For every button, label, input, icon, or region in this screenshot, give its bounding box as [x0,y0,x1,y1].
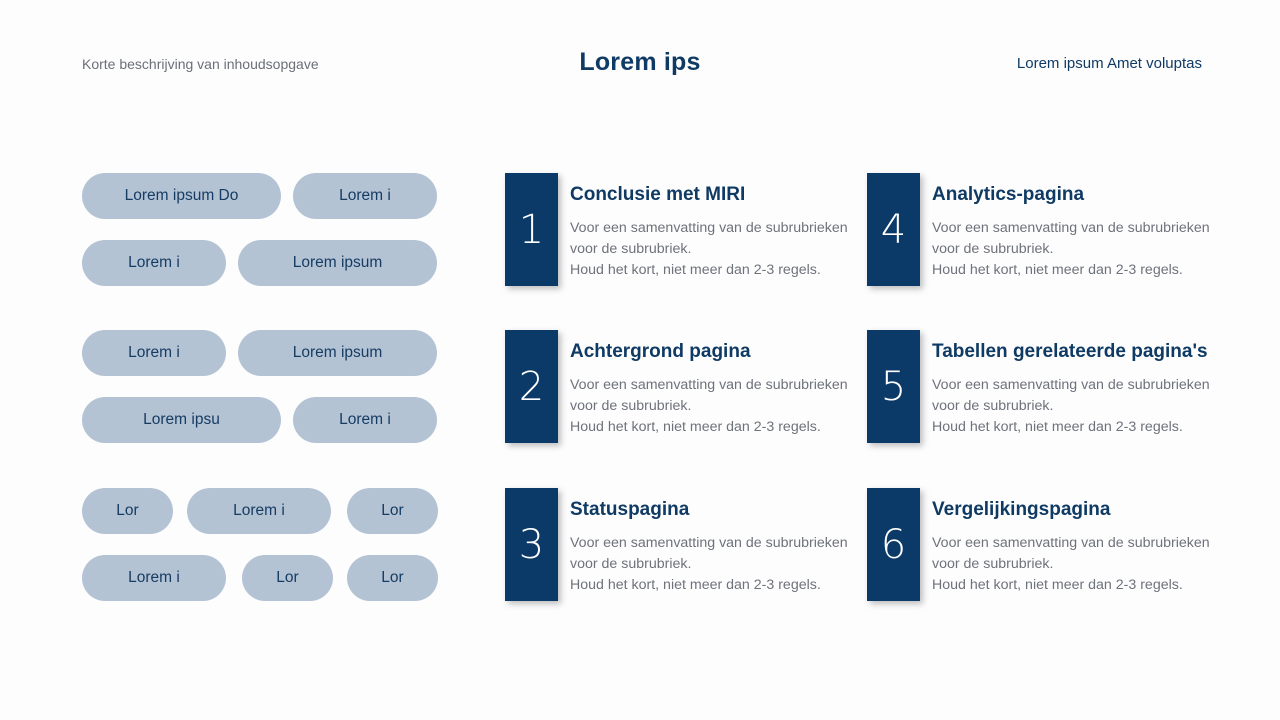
tag-pill[interactable]: Lorem i [293,397,437,443]
tag-pill[interactable]: Lorem ipsum [238,330,437,376]
toc-item[interactable] [867,330,1227,444]
item-number: 1 [505,173,558,286]
tag-pill[interactable]: Lorem i [82,240,226,286]
item-desc-line: Houd het kort, niet meer dan 2-3 regels. [932,262,1183,278]
item-desc-line: Voor een samenvatting van de subrubrieken [570,377,848,393]
item-description [570,533,848,596]
item-desc-line: Houd het kort, niet meer dan 2-3 regels. [570,419,821,435]
toc-item[interactable] [867,173,1227,287]
item-desc-line: voor de subrubriek. [932,556,1054,572]
item-number: 5 [867,330,920,443]
tag-pill[interactable]: Lorem ipsum Do [82,173,281,219]
header-tagline: Lorem ipsum Amet voluptas [1016,55,1202,72]
item-description [570,218,848,281]
item-desc-line: voor de subrubriek. [932,241,1054,257]
toc-item[interactable] [505,173,865,287]
item-desc-line: Houd het kort, niet meer dan 2-3 regels. [932,419,1183,435]
item-desc-line: voor de subrubriek. [570,241,692,257]
tag-pill[interactable]: Lorem i [293,173,437,219]
item-title: Vergelijkingspagina [932,499,1111,520]
tag-pill[interactable]: Lorem i [82,330,226,376]
item-desc-line: Voor een samenvatting van de subrubrieken [932,377,1210,393]
item-desc-line: voor de subrubriek. [570,556,692,572]
tag-pill[interactable]: Lor [347,488,438,534]
item-number: 2 [505,330,558,443]
header-description: Korte beschrijving van inhoudsopgave [82,56,319,72]
item-description [932,533,1210,596]
toc-item[interactable] [505,488,865,602]
item-description [932,375,1210,438]
item-desc-line: voor de subrubriek. [570,398,692,414]
tag-pill[interactable]: Lorem i [187,488,331,534]
tag-pill[interactable]: Lorem ipsum [238,240,437,286]
item-number: 3 [505,488,558,601]
item-desc-line: Voor een samenvatting van de subrubrieken [932,220,1210,236]
tag-pill[interactable]: Lorem i [82,555,226,601]
tag-pill[interactable]: Lorem ipsu [82,397,281,443]
item-desc-line: Voor een samenvatting van de subrubrieken [932,535,1210,551]
item-desc-line: Houd het kort, niet meer dan 2-3 regels. [570,262,821,278]
item-title: Achtergrond pagina [570,341,751,362]
page-title: Lorem ips [579,48,701,76]
tag-pill[interactable]: Lor [82,488,173,534]
item-number: 6 [867,488,920,601]
item-desc-line: Houd het kort, niet meer dan 2-3 regels. [932,577,1183,593]
toc-item[interactable] [867,488,1227,602]
item-desc-line: voor de subrubriek. [932,398,1054,414]
item-title: Statuspagina [570,499,690,520]
item-number: 4 [867,173,920,286]
item-title: Tabellen gerelateerde pagina's [932,341,1208,362]
item-desc-line: Voor een samenvatting van de subrubrieken [570,535,848,551]
item-description [932,218,1210,281]
tag-pill[interactable]: Lor [242,555,333,601]
item-desc-line: Voor een samenvatting van de subrubrieken [570,220,848,236]
toc-item[interactable] [505,330,865,444]
item-title: Analytics-pagina [932,184,1085,205]
item-desc-line: Houd het kort, niet meer dan 2-3 regels. [570,577,821,593]
item-description [570,375,848,438]
item-title: Conclusie met MIRI [570,184,746,205]
tag-pill[interactable]: Lor [347,555,438,601]
